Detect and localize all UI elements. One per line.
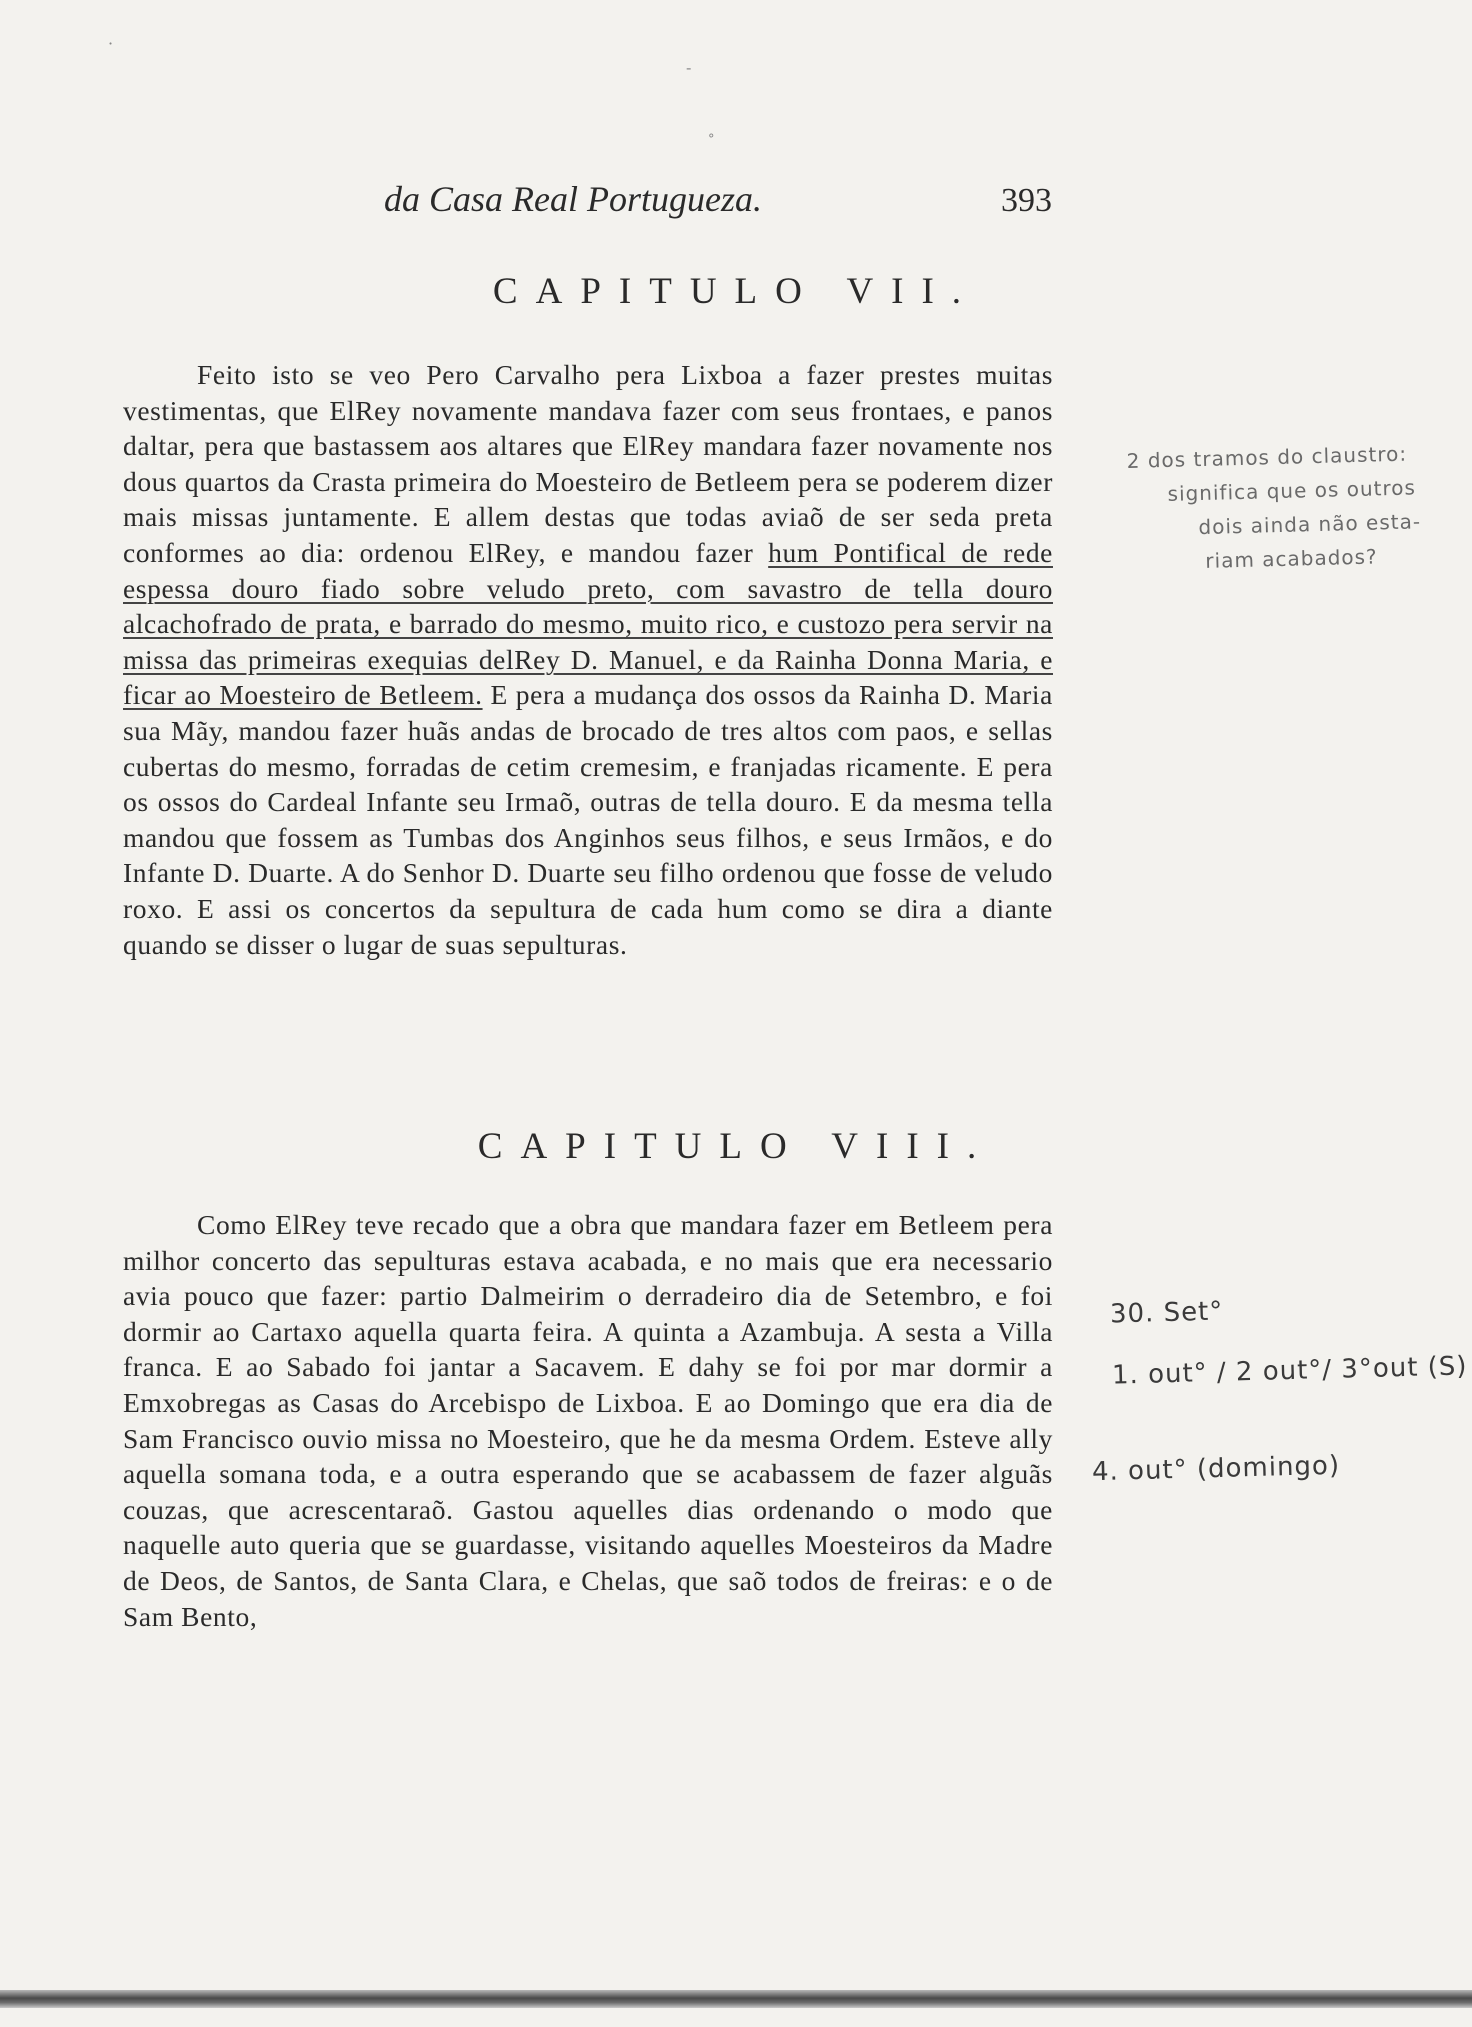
- chapter-heading: CAPITULO VII.: [492, 271, 980, 312]
- page-number: 393: [1001, 182, 1052, 219]
- chapter-body: [123, 1207, 1053, 1634]
- page-speck: ·: [108, 34, 114, 53]
- underlined-passage: hum Pontifical de rede espessa douro fiado sobre veludo preto, com savastro de tella douro alcachofrado de prata, e barrado do mesmo, muito rico, e custozo pera servir na missa das primeiras exequias delRey D. Manuel, e da Rainha Donna Maria, e ficar ao Moesteiro de Betleem.: [123, 536, 1053, 711]
- margin-note-date: 4. out° (domingo): [1091, 1450, 1341, 1488]
- margin-note-line: dois ainda não esta-: [1198, 509, 1422, 540]
- margin-note-date: 1. out° / 2 out°/ 3°out (S): [1111, 1351, 1468, 1391]
- running-title: da Casa Real Portugueza.: [384, 179, 762, 219]
- margin-note-date: 30. Set°: [1109, 1296, 1224, 1330]
- margin-note-cloister: [1126, 436, 1429, 580]
- scan-bottom-edge: [0, 1990, 1472, 2008]
- paragraph-text: Feito isto se veo Pero Carvalho pera Lixboa a fazer prestes muitas vestimentas, que ElRey novamente mandava fazer com seus frontaes, e panos daltar, pera que bastassem aos altares que ElRey mandara fazer novamente nos dous quartos da Crasta primeira do Moesteiro de Betleem pera se poderem dizer mais missas juntamente. E allem destas que todas aviaõ de ser seda preta conformes ao dia: ordenou ElRey, e mandou fazer: [123, 359, 1053, 568]
- chapter-heading: CAPITULO VIII.: [477, 1126, 995, 1167]
- chapter-body: [123, 357, 1053, 962]
- paragraph: [123, 357, 1053, 962]
- margin-note-line: 2 dos tramos do claustro:: [1126, 441, 1408, 473]
- running-head: [384, 178, 1056, 228]
- margin-note-line: riam acabados?: [1205, 544, 1378, 573]
- page-speck: -: [686, 58, 692, 77]
- paragraph-text: E pera a mudança dos ossos da Rainha D. Maria sua Mãy, mandou fazer huãs andas de brocado de tres altos com paos, e sellas cubertas do mesmo, forradas de cetim cremesim, e franjadas ricamente. E pera os ossos do Cardeal Infante seu Irmaõ, outras de tella douro. E da mesma tella mandou que fossem as Tumbas dos Anginhos seus filhos, e seus Irmãos, e do Infante D. Duarte. A do Senhor D. Duarte seu filho ordenou que fosse de veludo roxo. E assi os concertos da sepultura de cada hum como se dira a diante quando se disser o lugar de suas sepulturas.: [123, 679, 1053, 960]
- page-speck: °: [708, 132, 715, 147]
- paragraph: Como ElRey teve recado que a obra que mandara fazer em Betleem pera milhor concerto das sepulturas estava acabada, e no mais que era necessario avia pouco que fazer: partio Dalmeirim o derradeiro dia de Setembro, e foi dormir ao Cartaxo aquella quarta feira. A quinta a Azambuja. A sesta a Villa franca. E ao Sabado foi jantar a Sacavem. E dahy se foi por mar dormir a Emxobregas as Casas do Arcebispo de Lixboa. E ao Domingo que era dia de Sam Francisco ouvio missa no Moesteiro, que he da mesma Ordem. Esteve ally aquella somana toda, e a outra esperando que se acabassem de fazer alguãs couzas, que acrescentaraõ. Gastou aquelles dias ordenando o modo que naquelle auto queria que se guardasse, visitando aquelles Moesteiros da Madre de Deos, de Santos, de Santa Clara, e Chelas, que saõ todos de freiras: e o de Sam Bento,: [123, 1209, 1053, 1632]
- margin-note-line: significa que os outros: [1167, 475, 1417, 506]
